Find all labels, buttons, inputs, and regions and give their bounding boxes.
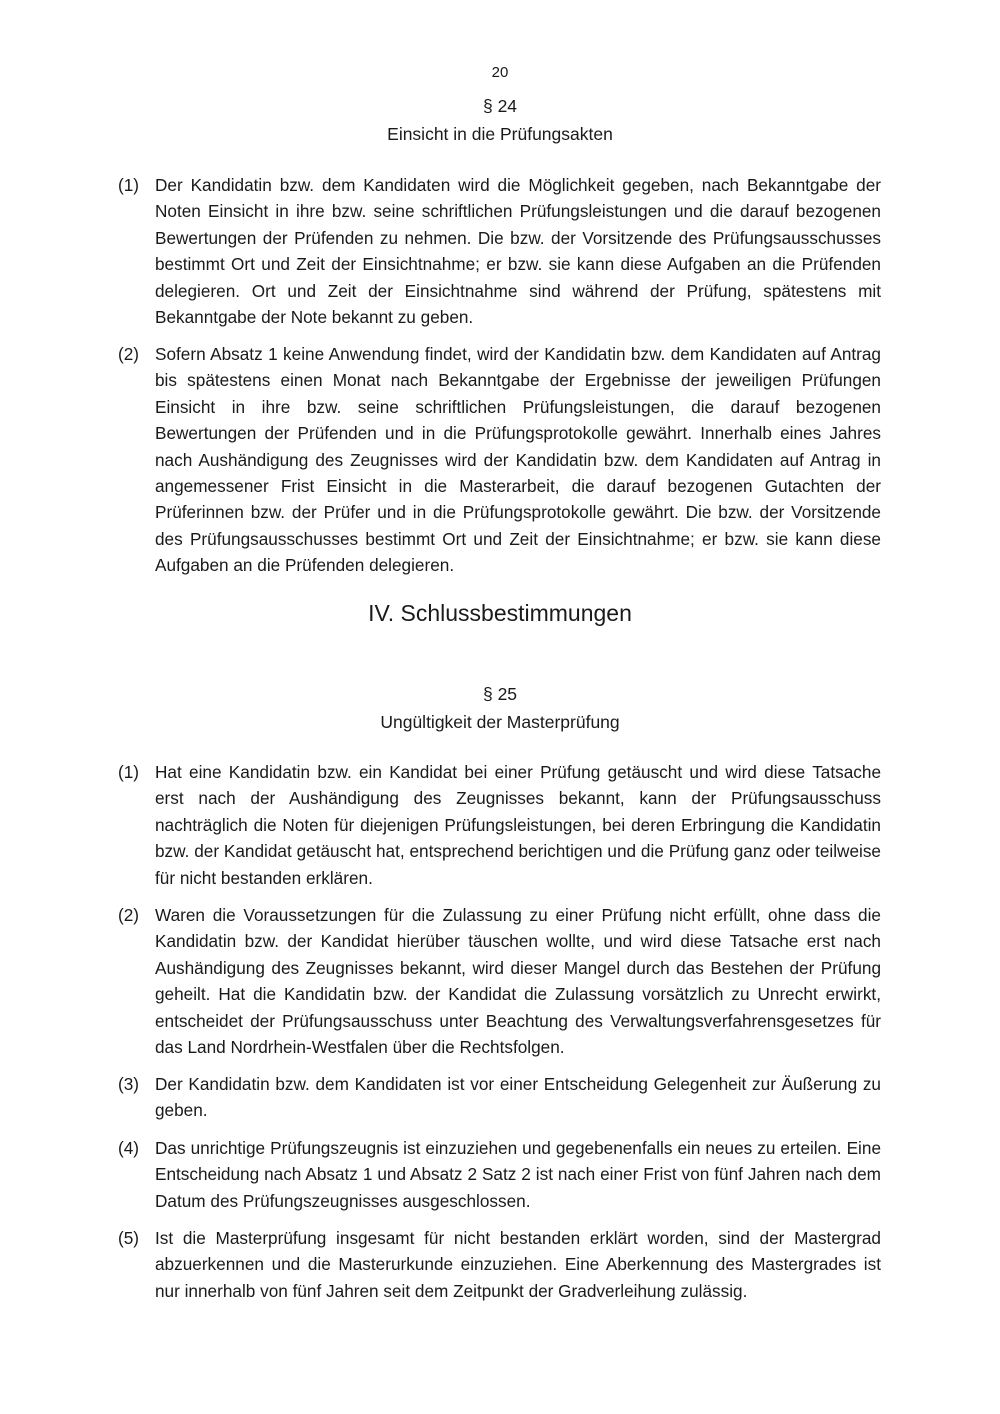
paragraph-number: (1)	[118, 175, 140, 195]
section-25-paragraph-3	[118, 1071, 881, 1124]
section-24-paragraph-2	[118, 341, 881, 579]
section-24-heading	[0, 92, 1000, 148]
paragraph-text: Der Kandidatin bzw. dem Kandidaten ist vor einer Entscheidung Gelegenheit zur Äußerung zu geben.	[155, 1074, 881, 1121]
section-25-paragraph-1	[118, 759, 881, 891]
section-25-paragraph-5	[118, 1225, 881, 1304]
section-25-sign: § 25	[482, 684, 518, 704]
paragraph-text: Waren die Voraussetzungen für die Zulassung zu einer Prüfung nicht erfüllt, ohne dass die Kandidatin bzw. der Kandidat hierüber täuschen wollte, und wird diese Tatsache erst nach Aushändigung des Zeugnisses bekannt, wird dieser Mangel durch das Bestehen der Prüfung geheilt. Hat die Kandidatin bzw. der Kandidat die Zulassung vorsätzlich zu Unrecht erwirkt, entscheidet der Prüfungsausschuss unter Beachtung des Verwaltungsverfahrensgesetzes für das Land Nordrhein-Westfalen über die Rechtsfolgen.	[155, 905, 881, 1058]
paragraph-text: Der Kandidatin bzw. dem Kandidaten wird die Möglichkeit gegeben, nach Bekanntgabe der Noten Einsicht in ihre bzw. seine schriftlichen Prüfungsleistungen und die darauf bezogenen Bewertungen der Prüfenden zu nehmen. Die bzw. der Vorsitzende des Prüfungsausschusses bestimmt Ort und Zeit der Einsichtnahme; er bzw. sie kann diese Aufgaben an die Prüfenden delegieren. Ort und Zeit der Einsichtnahme sind während der Prüfung, spätestens mit Bekanntgabe der Note bekannt zu geben.	[155, 175, 881, 328]
paragraph-number: (2)	[118, 344, 140, 364]
section-25-paragraph-2	[118, 902, 881, 1060]
section-24-paragraph-1	[118, 172, 881, 330]
paragraph-number: (1)	[118, 762, 140, 782]
section-25-paragraph-4	[118, 1135, 881, 1214]
section-24-title: Einsicht in die Prüfungsakten	[387, 124, 613, 144]
paragraph-text: Sofern Absatz 1 keine Anwendung findet, wird der Kandidatin bzw. dem Kandidaten auf Antrag bis spätestens einen Monat nach Bekanntgabe der Ergebnisse der jeweiligen Prüfungen Einsicht in ihre bzw. seine schriftlichen Prüfungsleistungen, die darauf bezogenen Bewertungen der Prüfenden und in die Prüfungsprotokolle gewährt. Innerhalb eines Jahres nach Aushändigung des Zeugnisses wird der Kandidatin bzw. dem Kandidaten auf Antrag in angemessener Frist Einsicht in die Masterarbeit, die darauf bezogenen Gutachten der Prüferinnen bzw. der Prüfer und in die Prüfungsprotokolle gewährt. Die bzw. der Vorsitzende des Prüfungsausschusses bestimmt Ort und Zeit der Einsichtnahme; er bzw. sie kann diese Aufgaben an die Prüfenden delegieren.	[155, 344, 881, 576]
paragraph-number: (3)	[118, 1074, 140, 1094]
section-25-heading	[0, 680, 1000, 736]
section-25-title: Ungültigkeit der Masterprüfung	[380, 712, 620, 732]
paragraph-text: Ist die Masterprüfung insgesamt für nicht bestanden erklärt worden, sind der Mastergrad abzuerkennen und die Masterurkunde einzuziehen. Eine Aberkennung des Mastergrades ist nur innerhalb von fünf Jahren seit dem Zeitpunkt der Gradverleihung zulässig.	[155, 1228, 881, 1301]
paragraph-number: (2)	[118, 905, 140, 925]
paragraph-text: Das unrichtige Prüfungszeugnis ist einzuziehen und gegebenenfalls ein neues zu erteilen. Eine Entscheidung nach Absatz 1 und Absatz 2 Satz 2 ist nach einer Frist von fünf Jahren nach dem Datum des Prüfungszeugnisses ausgeschlossen.	[155, 1138, 881, 1211]
paragraph-text: Hat eine Kandidatin bzw. ein Kandidat bei einer Prüfung getäuscht und wird diese Tatsache erst nach der Aushändigung des Zeugnisses bekannt, kann der Prüfungsausschuss nachträglich die Noten für diejenigen Prüfungsleistungen, bei deren Erbringung die Kandidatin bzw. der Kandidat getäuscht hat, entsprechend berichtigen und die Prüfung ganz oder teilweise für nicht bestanden erklären.	[155, 762, 881, 888]
page-number: 20	[491, 64, 509, 81]
paragraph-number: (4)	[118, 1138, 140, 1158]
part-heading: IV. Schlussbestimmungen	[368, 600, 632, 626]
section-24-sign: § 24	[482, 96, 518, 116]
paragraph-number: (5)	[118, 1228, 140, 1248]
